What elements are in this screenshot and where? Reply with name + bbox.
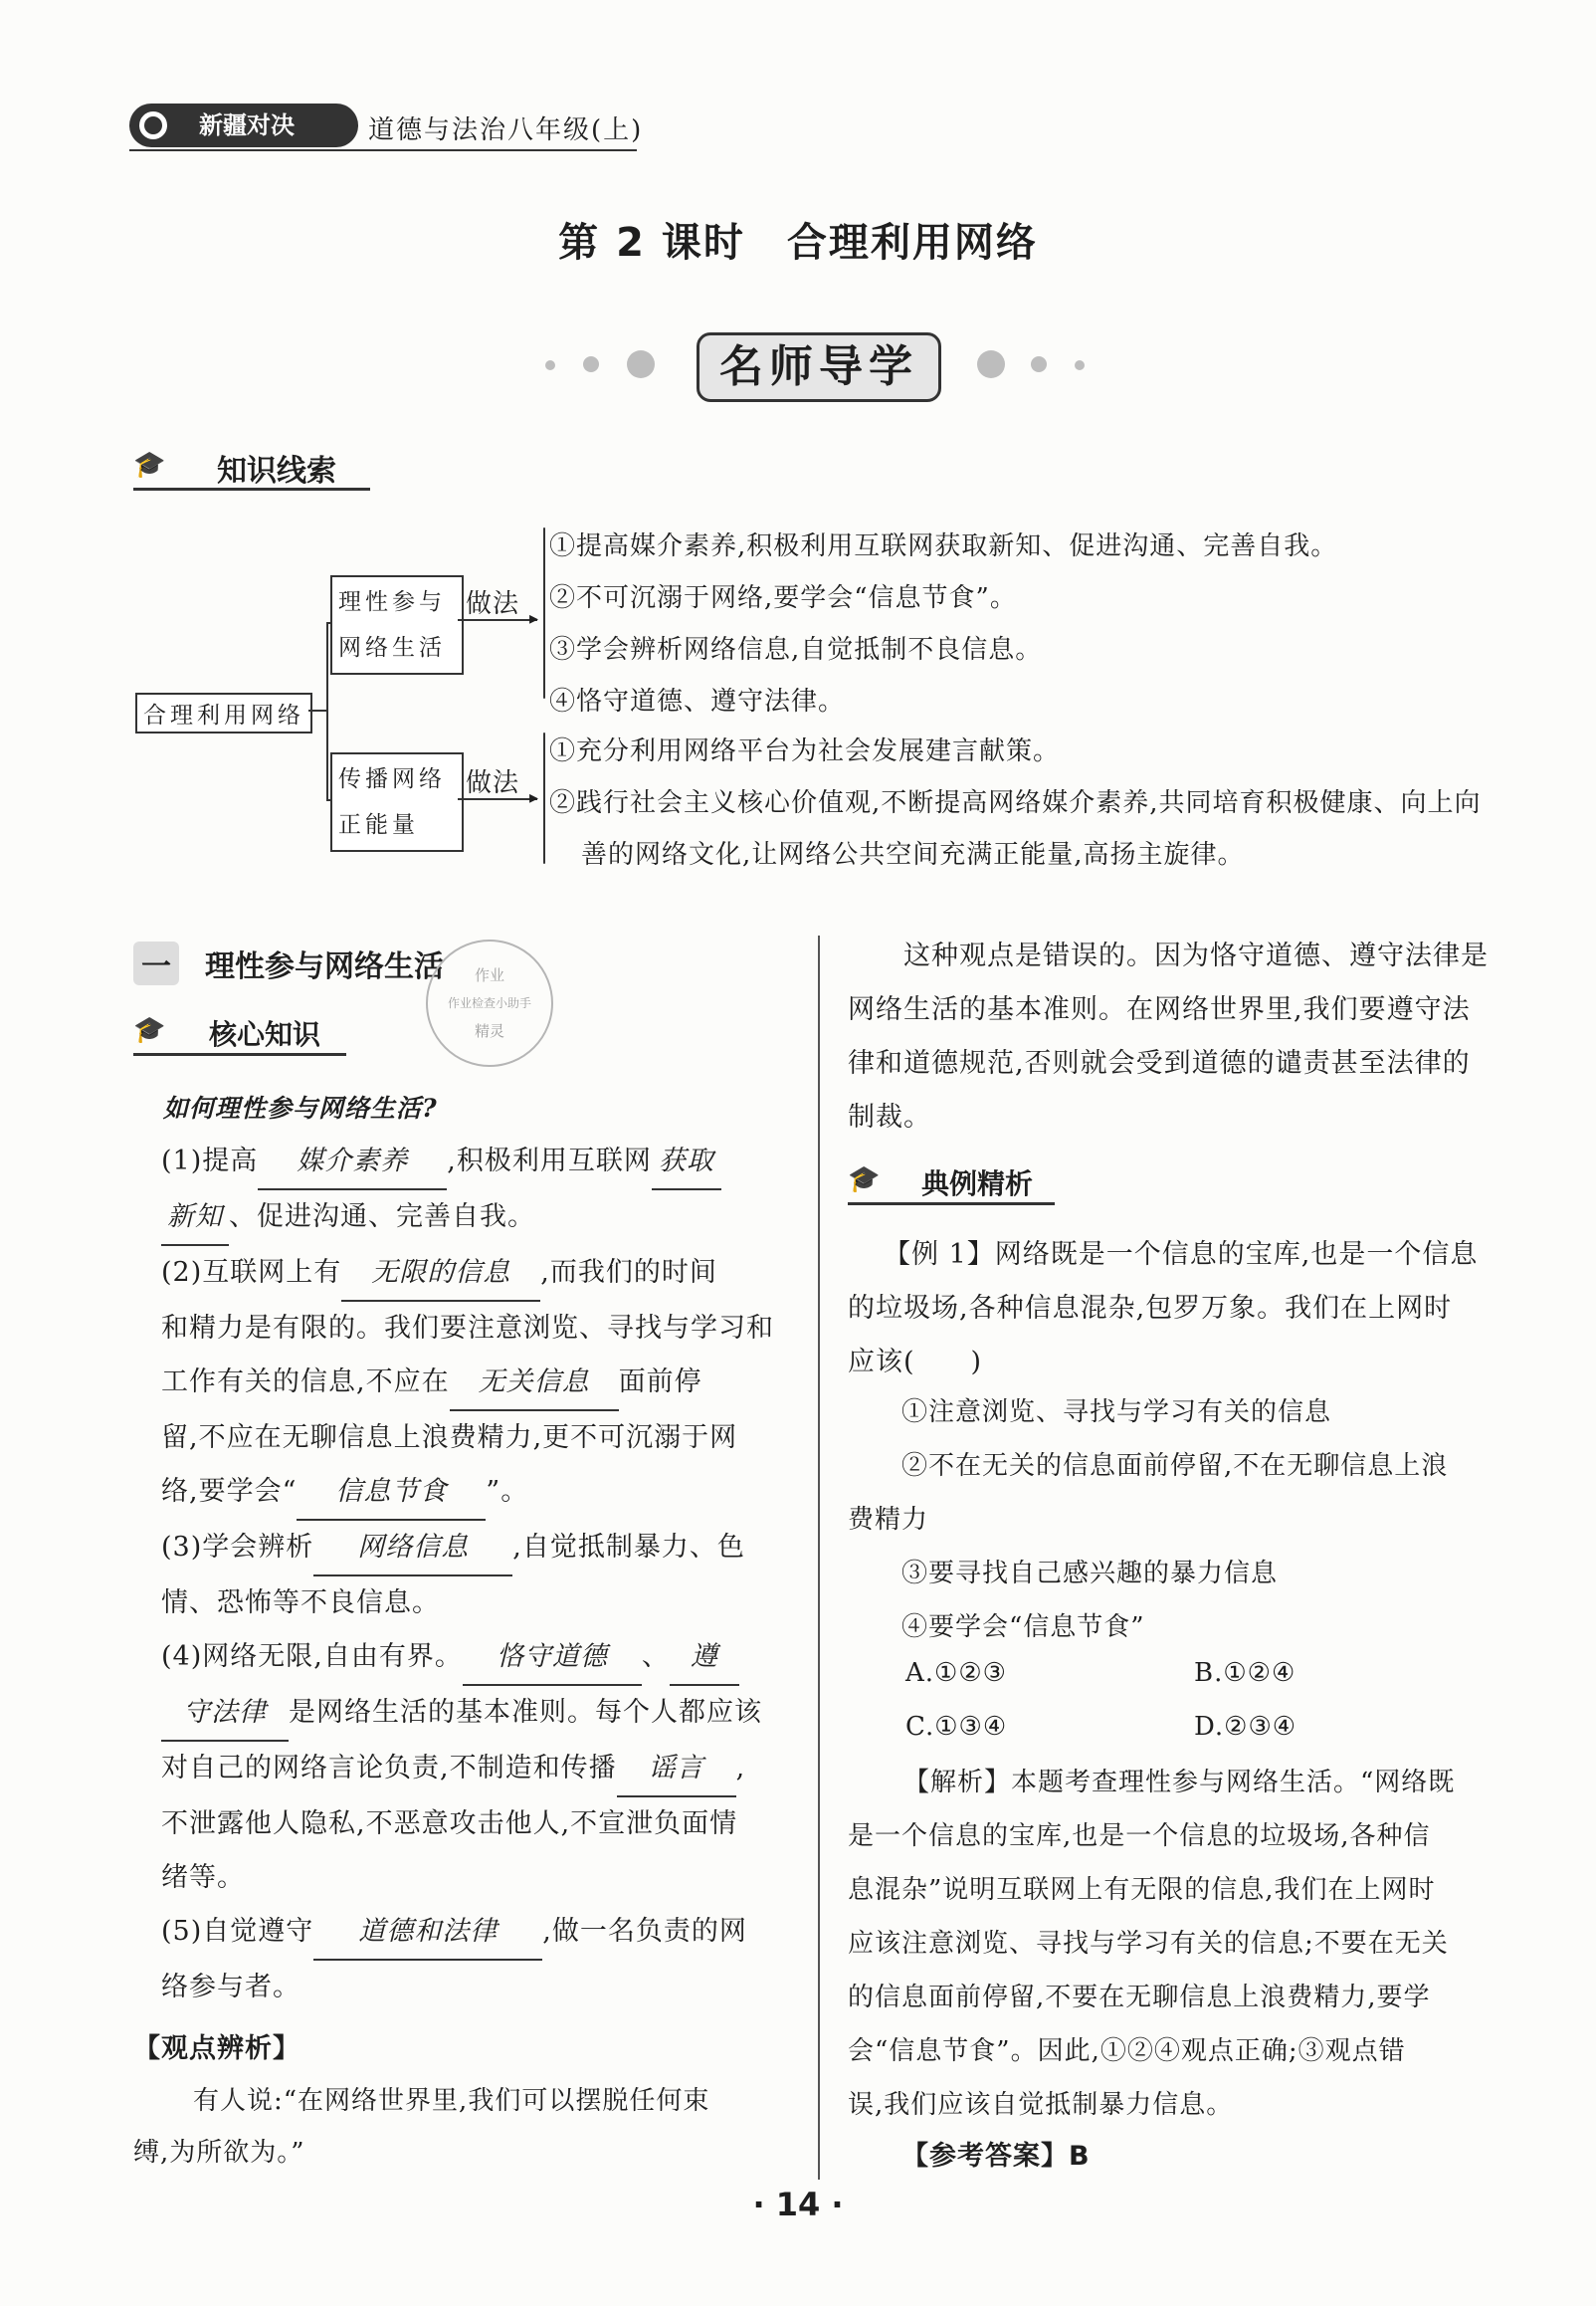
answer-blank: 获取 — [652, 1135, 721, 1190]
column-divider — [818, 936, 820, 2180]
p4-line4: 不泄露他人隐私,不恶意攻击他人,不宣泄负面情 — [161, 1808, 738, 1839]
example-title: 典例精析 — [921, 1167, 1034, 1200]
title-underline — [133, 1053, 346, 1056]
p2-line2: 和精力是有限的。我们要注意浏览、寻找与学习和 — [161, 1313, 774, 1344]
decor-dot — [977, 350, 1005, 378]
p1-line2: 新知 、促进沟通、完善自我。 — [161, 1190, 798, 1246]
viewpoint-answer: 这种观点是错误的。因为恪守道德、遵守法律是 网络生活的基本准则。在网络世界里,我们要遵守法 律和道德规范,否则就会受到道德的谴责甚至法律的 制裁。 — [848, 941, 1489, 1133]
answer-blank: 道德和法律 — [313, 1905, 542, 1961]
viewpoint-title: 【观点辨析】 — [133, 2033, 300, 2064]
mortarboard-icon: 🎓 — [133, 450, 166, 480]
answer-blank: 恪守道德 — [463, 1630, 642, 1686]
p1-line1: (1)提高 媒介素养 ,积极利用互联网 获取 — [161, 1135, 798, 1190]
answer-blank: 守法律 — [161, 1686, 289, 1742]
branch2-item-1: ①充分利用网络平台为社会发展建言献策。 — [549, 736, 1061, 766]
choice-d: D.②③④ — [1194, 1712, 1297, 1742]
choice-b: B.①②④ — [1194, 1658, 1297, 1688]
header-rule — [129, 149, 637, 151]
map-root: 合理利用网络 — [135, 693, 312, 734]
branch2-item-2: ②践行社会主义核心价值观,不断提高网络媒介素养,共同培育积极健康、向上向 — [549, 788, 1482, 818]
mortarboard-icon: 🎓 — [133, 1015, 166, 1045]
arrow-line — [458, 798, 537, 800]
map-branch-rational: 理性参与 网络生活 — [330, 575, 464, 675]
p2-line5: 络,要学会“ 信息节食 ”。 — [161, 1465, 798, 1521]
answer-blank: 无限的信息 — [341, 1246, 540, 1302]
answer-blank: 遵 — [670, 1630, 739, 1686]
arrow-right-icon: ▸ — [529, 787, 539, 808]
viewpoint-line1: 有人说:“在网络世界里,我们可以摆脱任何束 — [193, 2086, 710, 2116]
part-number: 一 — [133, 942, 179, 985]
branch1-item-3: ③学会辨析网络信息,自觉抵制不良信息。 — [549, 635, 1043, 665]
reference-answer: 【参考答案】B — [901, 2141, 1091, 2172]
branch1-item-1: ①提高媒介素养,积极利用互联网获取新知、促进沟通、完善自我。 — [549, 531, 1338, 561]
answer-blank: 无关信息 — [450, 1356, 619, 1411]
example-options: ①注意浏览、寻找与学习有关的信息 ②不在无关的信息面前停留,不在无聊信息上浪 费精力 ③要寻找自己感兴趣的暴力信息 ④要学会“信息节食” — [848, 1397, 1449, 1642]
choice-a: A.①②③ — [905, 1658, 1007, 1688]
section-banner: 名师导学 — [697, 332, 941, 402]
p3-line1: (3)学会辨析 网络信息 ,自觉抵制暴力、色 — [161, 1521, 798, 1576]
choice-c: C.①③④ — [905, 1712, 1008, 1742]
map-branch-positive: 传播网络 正能量 — [330, 752, 464, 852]
core-paragraphs — [161, 1135, 798, 2014]
p4-line2: 守法律 是网络生活的基本准则。每个人都应该 — [161, 1686, 798, 1742]
logo-text: 新疆对决 — [199, 110, 295, 139]
branch2-action: 做法 — [466, 768, 520, 798]
title-underline — [133, 488, 370, 491]
answer-blank: 新知 — [161, 1190, 229, 1246]
decor-dot — [583, 356, 599, 372]
part-title: 理性参与网络生活 — [205, 949, 444, 984]
arrow-right-icon: ▸ — [529, 608, 539, 629]
p4-line1: (4)网络无限,自由有界。 恪守道德 、 遵 — [161, 1630, 798, 1686]
book-subtitle: 道德与法治八年级(上) — [368, 115, 644, 145]
core-question: 如何理性参与网络生活? — [163, 1094, 438, 1123]
answer-blank: 媒介素养 — [258, 1135, 447, 1190]
stamp-seal: 作业 作业检查小助手 精灵 — [426, 940, 553, 1067]
example-analysis: 【解析】本题考查理性参与网络生活。“网络既 是一个信息的宝库,也是一个信息的垃圾场,各种信 息混杂”说明互联网上有无限的信息,我们在上网时 应该注意浏览、寻找与学习有关的信息;不要在无关 的信息面前停留,不要在无聊信息上浪费精力,要学 会“信息节食”。因此,①②④观点正确;③观点错 误,我们应该自觉抵制暴力信息。 — [848, 1768, 1456, 2120]
arrow-line — [458, 619, 537, 621]
decor-dot — [1031, 356, 1047, 372]
logo-ring-icon — [139, 111, 167, 139]
viewpoint-line2: 缚,为所欲为。” — [133, 2138, 305, 2168]
answer-blank: 谣言 — [617, 1742, 736, 1797]
p2-line1: (2)互联网上有 无限的信息 ,而我们的时间 — [161, 1246, 798, 1302]
knowledge-thread-title: 知识线索 — [217, 454, 336, 489]
p5-line2: 络参与者。 — [161, 1972, 300, 2002]
branch1-item-2: ②不可沉溺于网络,要学会“信息节食”。 — [549, 583, 1017, 613]
core-knowledge-title: 核心知识 — [209, 1018, 321, 1051]
p2-line4: 留,不应在无聊信息上浪费精力,更不可沉溺于网 — [161, 1422, 738, 1453]
decor-dot — [1075, 360, 1085, 370]
decor-dot — [627, 350, 655, 378]
mortarboard-icon: 🎓 — [848, 1164, 881, 1194]
connector — [326, 622, 328, 799]
p4-line5: 绪等。 — [161, 1862, 245, 1893]
lesson-title: 第 2 课时 合理利用网络 — [558, 220, 1038, 266]
p2-line3: 工作有关的信息,不应在 无关信息 面前停 — [161, 1356, 798, 1411]
example-question: 【例 1】网络既是一个信息的宝库,也是一个信息 的垃圾场,各种信息混杂,包罗万象。我们在上网时 应该( ) — [848, 1239, 1479, 1377]
brace — [543, 733, 545, 864]
title-underline — [848, 1202, 1055, 1205]
p3-line2: 情、恐怖等不良信息。 — [161, 1587, 440, 1618]
decor-dot — [545, 360, 555, 370]
p4-line3: 对自己的网络言论负责,不制造和传播 谣言 , — [161, 1742, 798, 1797]
page-number: · 14 · — [752, 2186, 844, 2223]
branch2-item-2-cont: 善的网络文化,让网络公共空间充满正能量,高扬主旋律。 — [581, 840, 1245, 870]
branch1-action: 做法 — [466, 589, 520, 619]
series-logo — [129, 104, 358, 147]
brace — [543, 527, 545, 699]
p5-line1: (5)自觉遵守 道德和法律 ,做一名负责的网 — [161, 1905, 798, 1961]
answer-blank: 信息节食 — [297, 1465, 486, 1521]
answer-blank: 网络信息 — [313, 1521, 512, 1576]
branch1-item-4: ④恪守道德、遵守法律。 — [549, 687, 846, 717]
connector — [308, 710, 328, 712]
